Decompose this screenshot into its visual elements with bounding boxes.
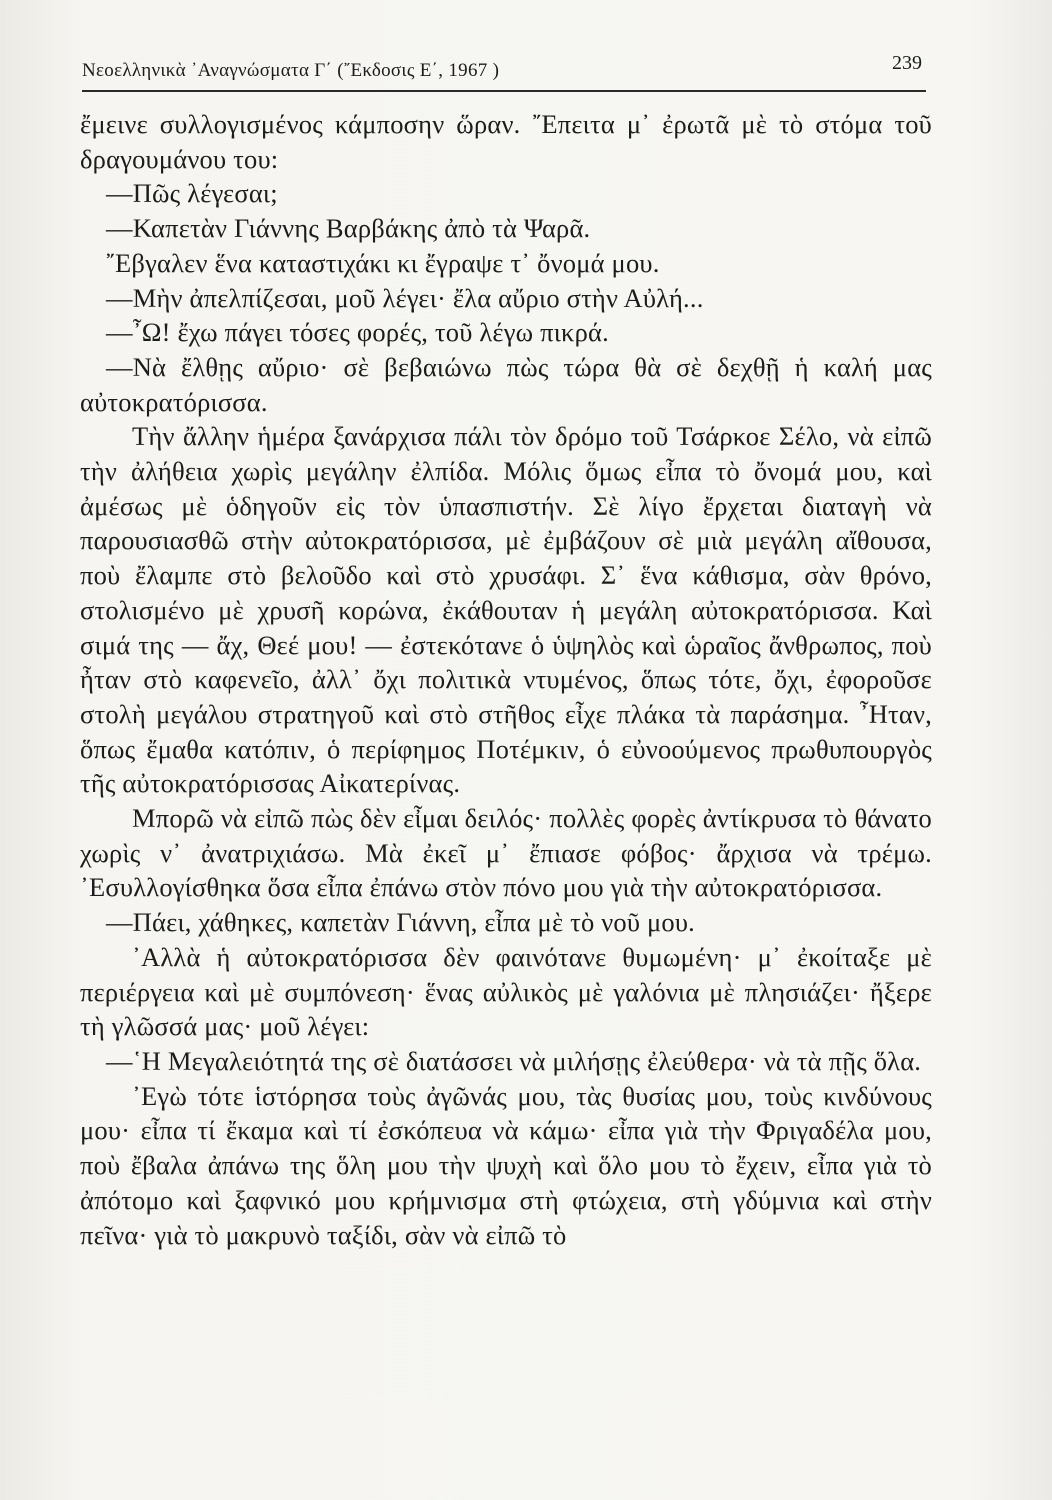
dialogue-line: —Νὰ ἔλθῃς αὔριο· σὲ βεβαιώνω πὼς τώρα θὰ σὲ δεχθῇ ἡ καλή μας αὐτοκρατόρισσα. bbox=[80, 351, 932, 417]
dialogue-line: —῾Η Μεγαλειότητά της σὲ διατάσσει νὰ μιλήσῃς ἐλεύθερα· νὰ τὰ πῇς ὅλα. bbox=[106, 1045, 922, 1076]
body-text bbox=[80, 107, 932, 1252]
running-title: Νεοελληνικὰ ᾿Αναγνώσματα Γ΄ (῎Εκδοσις Ε΄, 1967 ) bbox=[82, 60, 500, 81]
dialogue-line: —Πῶς λέγεσαι; bbox=[106, 178, 278, 209]
paragraph: Τὴν ἄλλην ἡμέρα ξανάρχισα πάλι τὸν δρόμο τοῦ Τσάρκοε Σέλο, νὰ εἰπῶ τὴν ἀλήθεια χωρὶς μεγάλην ἐλπίδα. Μόλις ὅμως εἶπα τὸ ὄνομά μου, καὶ ἀμέσως μὲ ὁδηγοῦν εἰς τὸν ὑπασπιστήν. Σὲ λίγο ἔρχεται διαταγὴ νὰ παρουσιασθῶ στὴν αὐτοκρατόρισσα, μὲ ἐμβάζουν σὲ μιὰ μεγάλη αἴθουσα, ποὺ ἔλαμπε στὸ βελοῦδο καὶ στὸ χρυσάφι. Σ᾿ ἕνα κάθισμα, σὰν θρόνο, στολισμένο μὲ χρυσῆ κορώνα, ἐκάθουταν ἡ μεγάλη αὐτοκρατόρισσα. Καὶ σιμά της — ἄχ, Θεέ μου! — ἐστεκότανε ὁ ὑψηλὸς καὶ ὡραῖος ἄνθρωπος, ποὺ ἦταν στὸ καφενεῖο, ἀλλ᾿ ὄχι πολιτικὰ ντυμένος, ὅπως τότε, ὄχι, ἐφοροῦσε στολὴ μεγάλου στρατηγοῦ καὶ στὸ στῆθος εἶχε πλάκα τὰ παράσημα. ῏Ηταν, ὅπως ἔμαθα κατόπιν, ὁ περίφημος Ποτέμκιν, ὁ εὐνοούμενος πρωθυπουργὸς τῆς αὐτοκρατόρισσας Αἰκατερίνας. bbox=[80, 421, 932, 799]
paragraph: ᾿Αλλὰ ἡ αὐτοκρατόρισσα δὲν φαινότανε θυμωμένη· μ᾿ ἐκοίταξε μὲ περιέργεια καὶ μὲ συμπόνεση· ἕνας αὐλικὸς μὲ γαλόνια μὲ πλησιάζει· ἤξερε τὴ γλῶσσά μας· μοῦ λέγει: bbox=[80, 941, 932, 1042]
dialogue-line: —Καπετὰν Γιάννης Βαρβάκης ἀπὸ τὰ Ψαρᾶ. bbox=[106, 213, 591, 244]
dialogue-line: —Μὴν ἀπελπίζεσαι, μοῦ λέγει· ἔλα αὔριο στὴν Αὐλή... bbox=[106, 282, 704, 313]
page-number: 239 bbox=[892, 52, 922, 74]
header-rule bbox=[82, 90, 926, 92]
running-head bbox=[82, 52, 924, 92]
paragraph-continuation: ἔμεινε συλλογισμένος κάμποσην ὥραν. ῎Επειτα μ᾿ ἐρωτᾶ μὲ τὸ στόμα τοῦ δραγουμάνου του: bbox=[80, 109, 932, 174]
paragraph: Μπορῶ νὰ εἰπῶ πὼς δὲν εἶμαι δειλός· πολλὲς φορὲς ἀντίκρυσα τὸ θάνατο χωρὶς ν᾿ ἀνατριχιάσω. Μὰ ἐκεῖ μ᾿ ἔπιασε φόβος· ἄρχισα νὰ τρέμω. ᾿Εσυλλογίσθηκα ὅσα εἶπα ἐπάνω στὸν πόνο μου γιὰ τὴν αὐτοκρατόρισσα. bbox=[80, 803, 932, 903]
dialogue-line: —῏Ω! ἔχω πάγει τόσες φορές, τοῦ λέγω πικρά. bbox=[106, 317, 609, 348]
paragraph: ᾿Εγὼ τότε ἱστόρησα τοὺς ἀγῶνάς μου, τὰς θυσίας μου, τοὺς κινδύνους μου· εἶπα τί ἔκαμα καὶ τί ἐσκόπευα νὰ κάμω· εἶπα γιὰ τὴν Φριγαδέλα μου, ποὺ ἔβαλα ἀπάνω της ὅλη μου τὴν ψυχὴ καὶ ὅλο μου τὸ ἔχειν, εἶπα γιὰ τὸ ἀπότομο καὶ ξαφνικό μου κρήμνισμα στὴ φτώχεια, στὴ γδύμνια καὶ στὴν πεῖνα· γιὰ τὸ μακρυνὸ ταξίδι, σὰν νὰ εἰπῶ τὸ bbox=[80, 1080, 932, 1250]
narration-line: ῎Εβγαλεν ἕνα καταστιχάκι κι ἔγραψε τ᾿ ὄνομά μου. bbox=[106, 247, 660, 278]
dialogue-line: —Πάει, χάθηκες, καπετὰν Γιάννη, εἶπα μὲ τὸ νοῦ μου. bbox=[106, 907, 696, 938]
